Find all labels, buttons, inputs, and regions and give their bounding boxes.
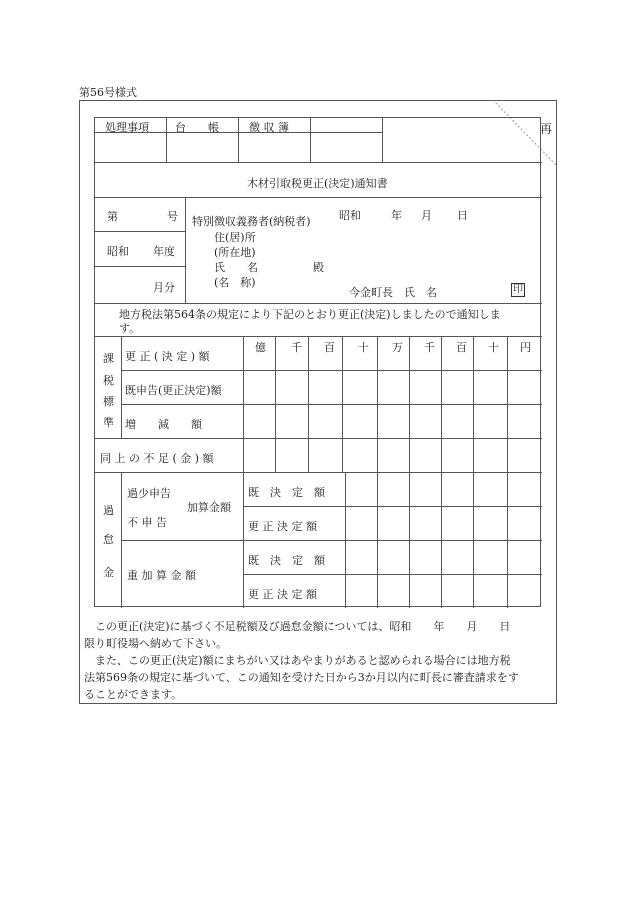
number-prefix: 第 — [107, 210, 118, 223]
form-table — [94, 117, 541, 607]
document-title: 木材引取税更正(決定)通知書 — [247, 177, 388, 190]
additional-amount-label: 加算金額 — [187, 501, 231, 514]
taxable-vertical-4: 準 — [103, 416, 114, 429]
seal-stamp: 印 — [513, 284, 523, 295]
digit-sen: 千 — [291, 341, 302, 354]
footer-line-5: ることができます。 — [84, 688, 183, 701]
fiscal-year-label: 年度 — [153, 245, 175, 258]
footer-line-3: また、この更正(決定)額にまちがい又はあやまりがあると認められる場合には地方税 — [84, 654, 511, 667]
footer-line-2: 限り町役場へ納めて下さい。 — [84, 637, 227, 650]
underreport-label: 過少申告 — [127, 487, 171, 500]
taxable-vertical-1: 課 — [103, 352, 114, 365]
digit-man: 万 — [392, 341, 403, 354]
row-corrected-amount: 更 正 ( 決 定 ) 額 — [125, 350, 210, 363]
penalty-vertical-1: 過 — [103, 504, 114, 517]
decided-amount-2: 既 決 定 額 — [248, 554, 325, 567]
form-number: 第56号様式 — [79, 86, 137, 99]
taxable-vertical-2: 税 — [103, 374, 114, 387]
digit-sen-2: 千 — [424, 341, 435, 354]
heavy-additional-label: 重 加 算 金 額 — [127, 569, 196, 582]
digit-en: 円 — [520, 341, 531, 354]
penalty-vertical-3: 金 — [103, 566, 114, 579]
date-year: 年 — [391, 209, 402, 222]
nonreport-label: 不 申 告 — [127, 516, 167, 529]
notice-text: 地方税法第564条の規定により下記のとおり更正(決定)しましたので通知しま — [119, 308, 501, 321]
penalty-vertical-2: 怠 — [103, 533, 114, 546]
row-change-amount: 増 減 額 — [125, 418, 202, 431]
digit-oku: 億 — [255, 341, 266, 354]
taxable-vertical-3: 標 — [103, 395, 114, 408]
showa-label: 昭和 — [107, 245, 129, 258]
number-suffix: 号 — [167, 210, 178, 223]
collection-book-label: 徴 収 簿 — [249, 121, 289, 134]
digit-hyaku: 百 — [324, 341, 335, 354]
corrected-amount-1: 更 正 決 定 額 — [248, 520, 317, 533]
footer-line-4: 法第569条の規定に基づいて、この通知を受けた日から3か月以内に町長に審査請求をす — [84, 671, 519, 684]
month-label: 月分 — [153, 281, 175, 294]
row-shortage: 同 上 の 不 足 ( 金 ) 額 — [100, 452, 214, 465]
corp-name-label: (名 称) — [214, 276, 256, 289]
date-month: 月 — [421, 209, 432, 222]
location-label: (所在地) — [214, 246, 256, 259]
digit-hyaku-2: 百 — [456, 341, 467, 354]
date-showa: 昭和 — [339, 209, 361, 222]
corrected-amount-2: 更 正 決 定 額 — [248, 588, 317, 601]
ledger-label: 台 帳 — [175, 121, 219, 134]
footer-line-1: この更正(決定)に基づく不足税額及び過怠金額については、昭和 年 月 日 — [84, 620, 511, 633]
collector-label: 特別徴収義務者(納税者) — [192, 215, 311, 228]
dono-label: 殿 — [313, 261, 324, 274]
re-mark: 再 — [540, 122, 553, 136]
decided-amount-1: 既 決 定 額 — [248, 486, 325, 499]
process-label: 処理事項 — [105, 121, 149, 134]
row-previous-amount: 既申告(更正決定)額 — [125, 384, 222, 397]
name-label: 氏 名 — [214, 261, 258, 274]
digit-juu-2: 十 — [488, 341, 499, 354]
date-day: 日 — [457, 209, 468, 222]
mayor-label: 今金町長 氏 名 — [349, 286, 437, 299]
address-label: 住(居)所 — [214, 231, 256, 244]
digit-juu: 十 — [358, 341, 369, 354]
notice-text-cont: す。 — [119, 322, 141, 335]
